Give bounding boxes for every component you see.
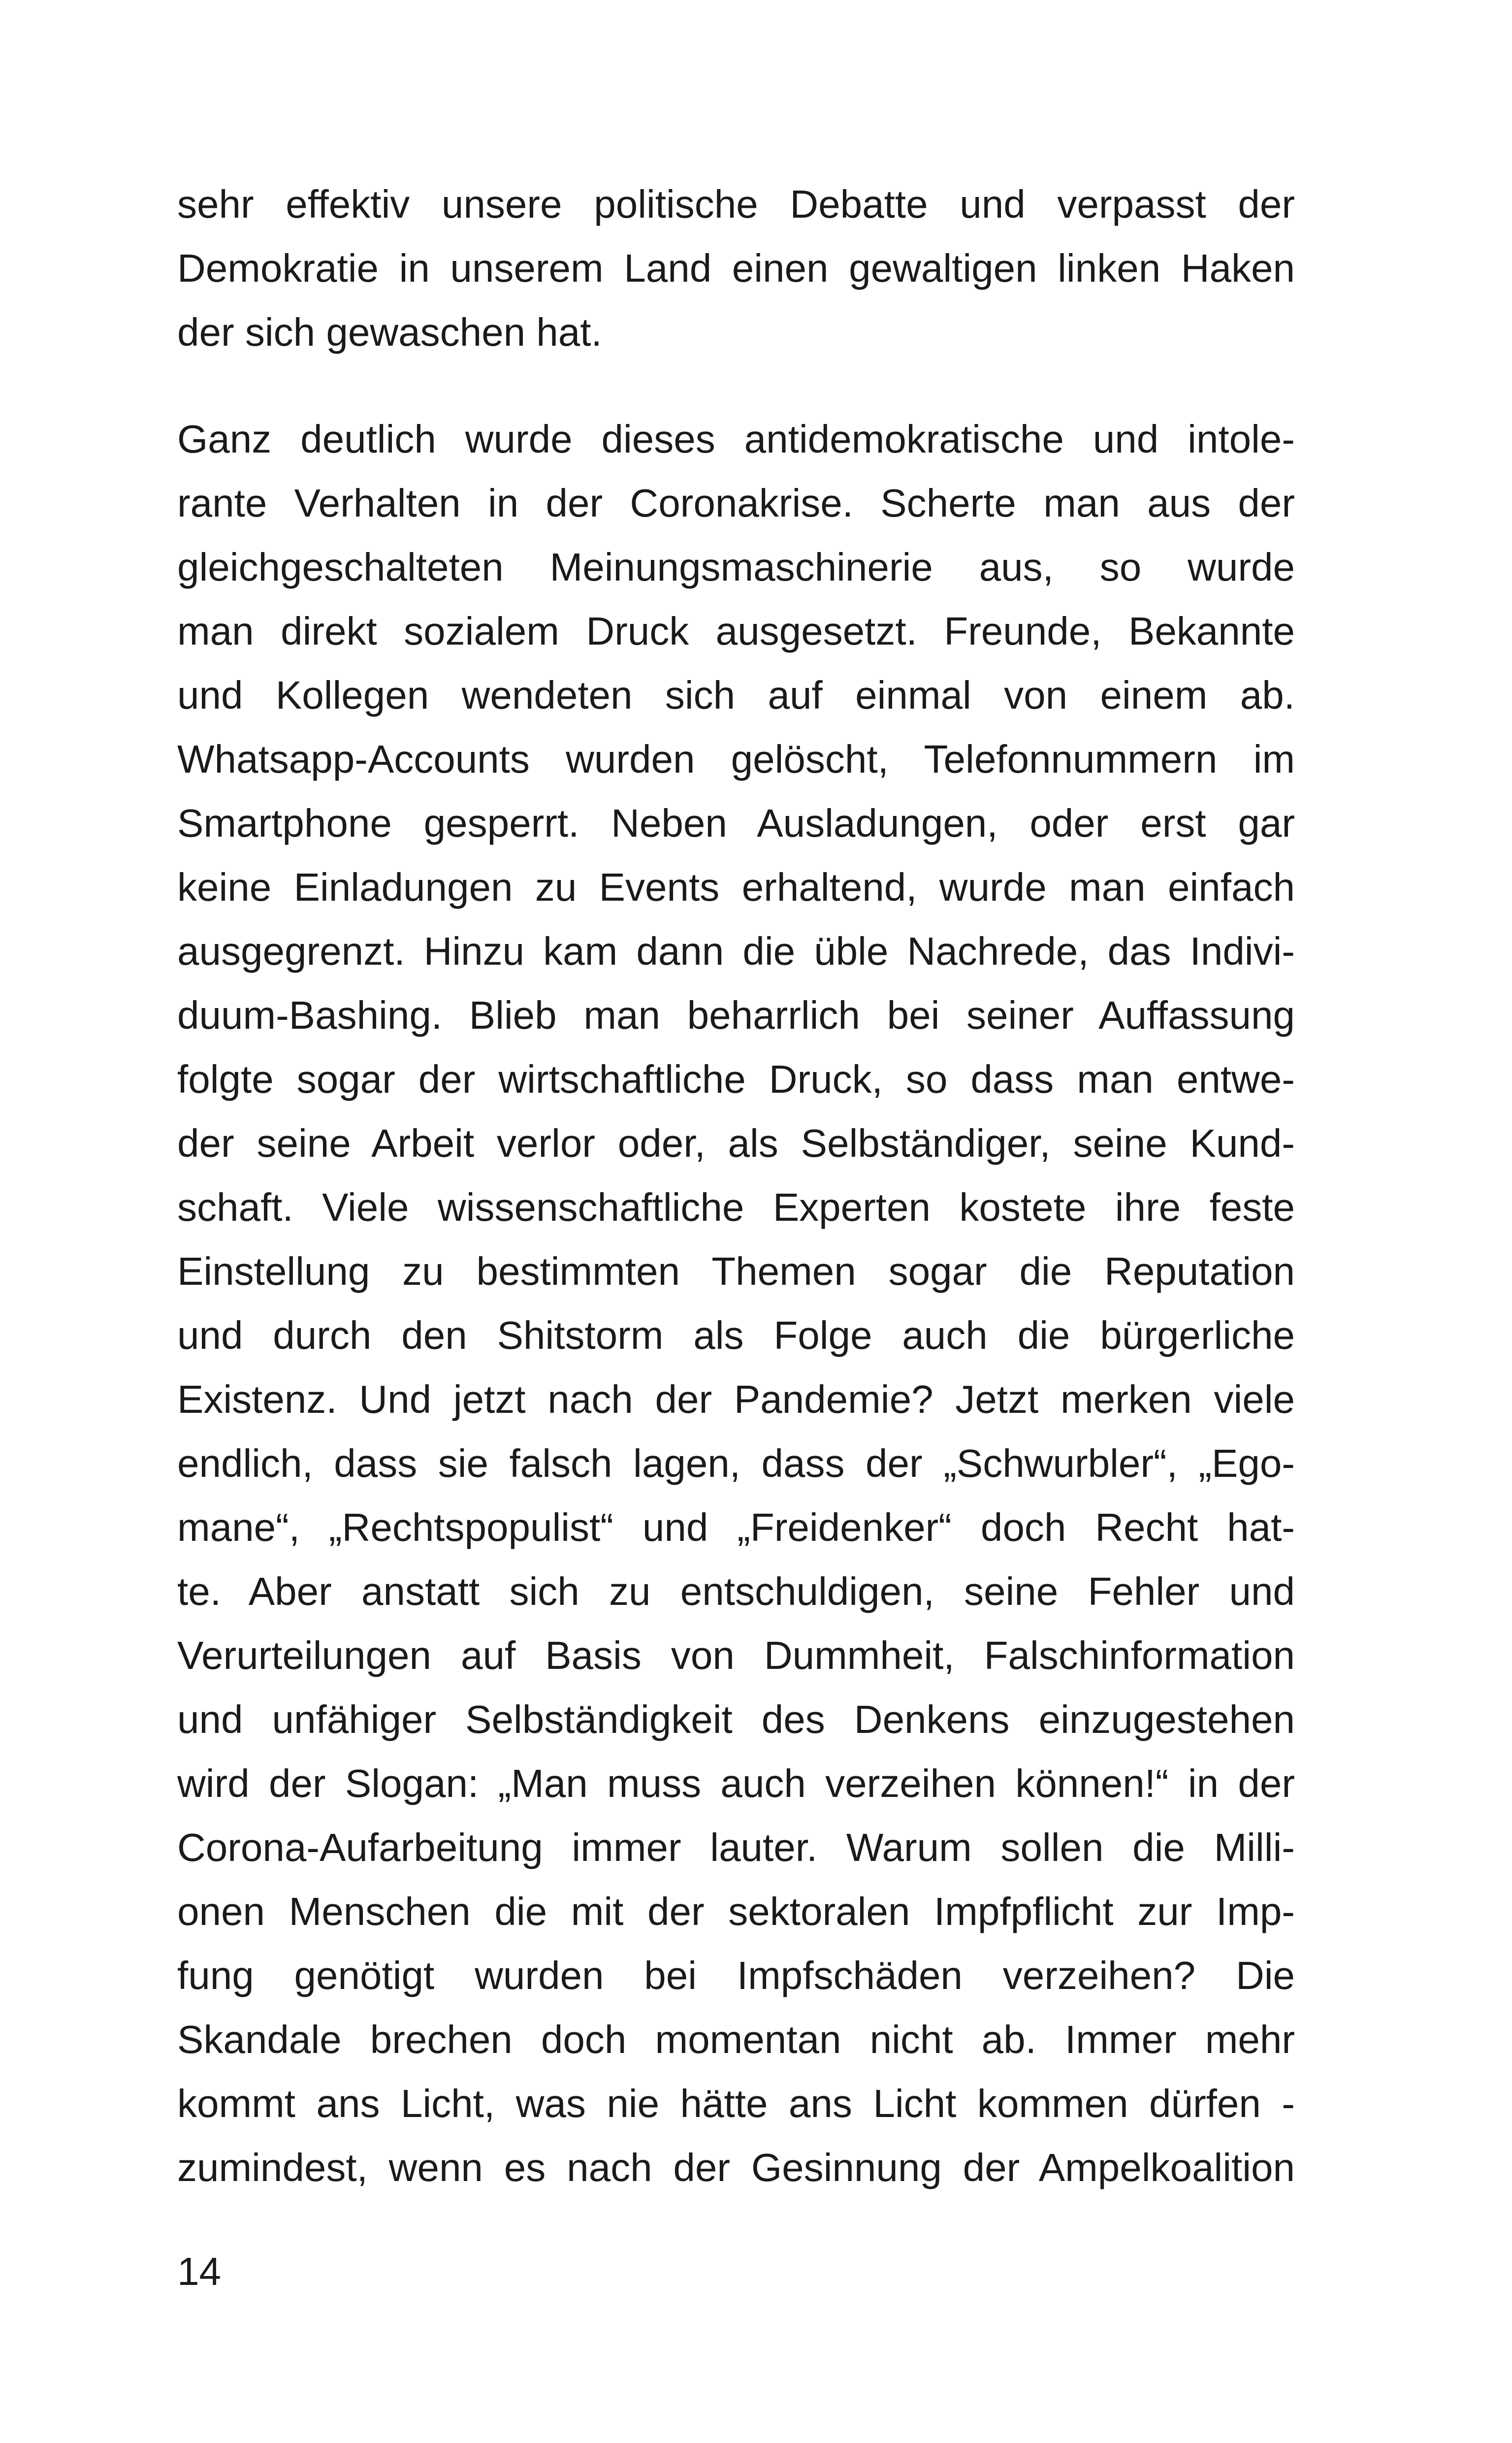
text-line: sehr effektiv unsere politische Debatte und verpasst der: [177, 182, 1295, 226]
paragraph-2: [177, 407, 1295, 2200]
text-line: der seine Arbeit verlor oder, als Selbständiger, seine Kund-: [177, 1121, 1295, 1165]
text-line: keine Einladungen zu Events erhaltend, wurde man einfach: [177, 865, 1295, 909]
text-line: Skandale brechen doch momentan nicht ab. Immer mehr: [177, 2018, 1295, 2061]
text-line: Corona-Aufarbeitung immer lauter. Warum sollen die Milli-: [177, 1825, 1295, 1869]
text-line: zumindest, wenn es nach der Gesinnung der Ampelkoalition: [177, 2146, 1295, 2189]
text-line: Smartphone gesperrt. Neben Ausladungen, oder erst gar: [177, 801, 1295, 845]
text-line: ausgegrenzt. Hinzu kam dann die üble Nachrede, das Indivi-: [177, 929, 1295, 973]
text-line: endlich, dass sie falsch lagen, dass der „Schwurbler“, „Ego-: [177, 1441, 1295, 1485]
text-line: kommt ans Licht, was nie hätte ans Licht kommen dürfen -: [177, 2082, 1295, 2125]
text-line: Einstellung zu bestimmten Themen sogar die Reputation: [177, 1249, 1295, 1293]
text-line: und unfähiger Selbständigkeit des Denkens einzugestehen: [177, 1697, 1295, 1741]
page-number: 14: [177, 2249, 221, 2293]
text-line: Ganz deutlich wurde dieses antidemokratische und intole-: [177, 417, 1295, 461]
text-line: mane“, „Rechtspopulist“ und „Freidenker“ doch Recht hat-: [177, 1505, 1295, 1549]
text-line: fung genötigt wurden bei Impfschäden verzeihen? Die: [177, 1954, 1295, 1997]
text-line: man direkt sozialem Druck ausgesetzt. Freunde, Bekannte: [177, 609, 1295, 653]
text-line: gleichgeschalteten Meinungsmaschinerie aus, so wurde: [177, 545, 1295, 589]
text-line: te. Aber anstatt sich zu entschuldigen, seine Fehler und: [177, 1569, 1295, 1613]
text-line: Verurteilungen auf Basis von Dummheit, Falschinformation: [177, 1633, 1295, 1677]
text-line: rante Verhalten in der Coronakrise. Scherte man aus der: [177, 481, 1295, 525]
text-line: Existenz. Und jetzt nach der Pandemie? Jetzt merken viele: [177, 1377, 1295, 1421]
text-line: und durch den Shitstorm als Folge auch die bürgerliche: [177, 1313, 1295, 1357]
text-line: onen Menschen die mit der sektoralen Impfpflicht zur Imp-: [177, 1889, 1295, 1933]
text-line: Demokratie in unserem Land einen gewaltigen linken Haken: [177, 246, 1295, 290]
text-line: duum-Bashing. Blieb man beharrlich bei seiner Auffassung: [177, 993, 1295, 1037]
text-line: der sich gewaschen hat.: [177, 310, 602, 354]
text-line: und Kollegen wendeten sich auf einmal von einem ab.: [177, 673, 1295, 717]
text-line: wird der Slogan: „Man muss auch verzeihen können!“ in der: [177, 1761, 1295, 1805]
text-line: folgte sogar der wirtschaftliche Druck, so dass man entwe-: [177, 1057, 1295, 1101]
text-line: schaft. Viele wissenschaftliche Experten kostete ihre feste: [177, 1185, 1295, 1229]
paragraph-1: [177, 172, 1295, 364]
text-line: Whatsapp-Accounts wurden gelöscht, Telefonnummern im: [177, 737, 1295, 781]
